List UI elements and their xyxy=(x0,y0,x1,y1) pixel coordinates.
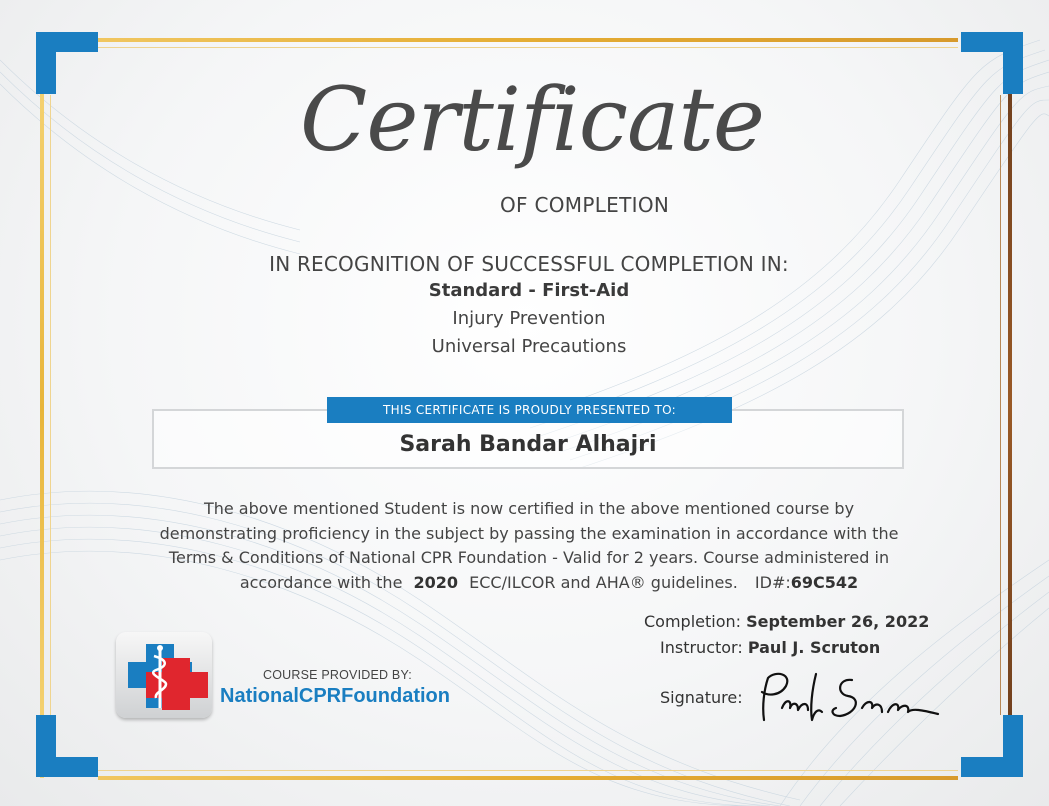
certificate-id-label: ID#: xyxy=(754,572,791,592)
frame-left-border xyxy=(40,38,44,778)
certificate-id: 69C542 xyxy=(790,572,859,592)
statement-line xyxy=(110,571,948,596)
frame-bottom-border xyxy=(98,776,958,780)
corner-ornament-top-right xyxy=(961,32,1023,94)
instructor-label: Instructor: xyxy=(660,638,743,657)
signature-label: Signature: xyxy=(660,688,743,707)
instructor-name: Paul J. Scruton xyxy=(747,638,881,657)
certificate-subtitle: OF COMPLETION xyxy=(500,193,670,217)
instructor-row xyxy=(660,638,880,657)
frame-top-border xyxy=(98,38,958,42)
course-topic: Injury Prevention xyxy=(452,308,606,329)
statement-line: Terms & Conditions of National CPR Foundation - Valid for 2 years. Course administered in xyxy=(168,548,890,567)
frame-bottom-inner-line xyxy=(98,770,958,771)
statement-prefix: accordance with the xyxy=(239,572,403,592)
corner-ornament-bottom-right xyxy=(961,715,1023,777)
recognition-heading: IN RECOGNITION OF SUCCESSFUL COMPLETION IN: xyxy=(269,252,789,276)
corner-ornament-top-left xyxy=(36,32,98,94)
completion-label: Completion: xyxy=(644,612,742,631)
student-name: Sarah Bandar Alhajri xyxy=(399,432,657,457)
statement-suffix: ECC/ILCOR and AHA® guidelines. xyxy=(469,572,738,592)
instructor-signature xyxy=(752,668,947,730)
corner-ornament-bottom-left xyxy=(36,715,98,777)
frame-right-inner-line xyxy=(1000,95,1001,715)
certificate-title: Certificate xyxy=(300,68,764,171)
provider-name: NationalCPRFoundation xyxy=(220,685,450,707)
course-title: Standard - First-Aid xyxy=(428,280,630,301)
statement-line: demonstrating proficiency in the subject by passing the examination in accordance with the xyxy=(159,523,899,543)
signature-row xyxy=(660,688,743,707)
frame-left-inner-line xyxy=(50,95,51,715)
presented-to-banner: THIS CERTIFICATE IS PROUDLY PRESENTED TO: xyxy=(327,397,732,423)
provided-by-label: COURSE PROVIDED BY: xyxy=(263,668,412,682)
medical-cross-icon xyxy=(116,632,212,718)
course-topic: Universal Precautions xyxy=(431,336,627,357)
completion-date: September 26, 2022 xyxy=(746,612,930,631)
frame-top-inner-line xyxy=(98,47,958,48)
statement-line: The above mentioned Student is now certified in the above mentioned course by xyxy=(203,499,855,518)
foundation-logo xyxy=(116,632,212,718)
completion-row xyxy=(644,612,929,631)
certification-statement xyxy=(110,497,948,595)
frame-right-border xyxy=(1008,42,1012,772)
guidelines-year: 2020 xyxy=(413,572,459,592)
